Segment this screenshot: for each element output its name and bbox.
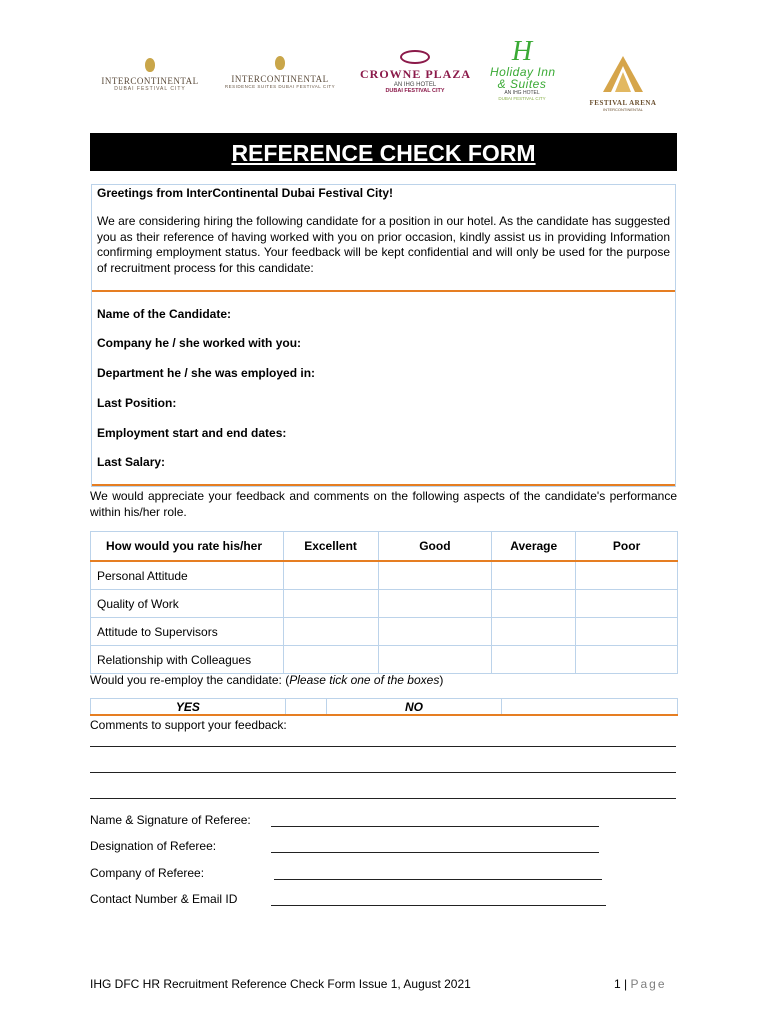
section-divider bbox=[92, 290, 675, 292]
rating-cell-average[interactable] bbox=[492, 561, 576, 590]
section-divider bbox=[92, 484, 675, 486]
field-employment-dates[interactable]: Employment start and end dates: bbox=[97, 426, 287, 440]
referee-designation-line[interactable] bbox=[271, 852, 599, 853]
crowne-ring-icon bbox=[400, 50, 430, 64]
rating-cell-excellent[interactable] bbox=[283, 618, 378, 646]
page-word: Page bbox=[630, 977, 667, 991]
referee-name-line[interactable] bbox=[271, 826, 599, 827]
greeting: Greetings from InterContinental Dubai Festival City! bbox=[97, 186, 394, 200]
form-title-bar bbox=[90, 133, 677, 171]
referee-contact-line[interactable] bbox=[271, 905, 606, 906]
field-department[interactable]: Department he / she was employed in: bbox=[97, 366, 316, 380]
field-last-position[interactable]: Last Position: bbox=[97, 396, 177, 410]
ic-flame-icon bbox=[145, 58, 155, 72]
rating-cell-poor[interactable] bbox=[576, 646, 678, 674]
referee-designation-label: Designation of Referee: bbox=[90, 839, 217, 853]
hi-logo-sub: AN IHG HOTEL bbox=[504, 90, 540, 96]
rating-header: How would you rate his/her bbox=[91, 532, 284, 562]
fa-logo-sub: INTERCONTINENTAL bbox=[603, 107, 643, 112]
rating-table bbox=[90, 531, 678, 674]
fa-logo-name: FESTIVAL ARENA bbox=[589, 99, 657, 107]
rating-criterion: Personal Attitude bbox=[91, 561, 284, 590]
reemploy-close: ) bbox=[439, 673, 444, 687]
page-separator: | bbox=[620, 977, 631, 991]
no-checkbox[interactable] bbox=[502, 699, 678, 716]
field-company[interactable]: Company he / she worked with you: bbox=[97, 336, 302, 350]
no-label: NO bbox=[326, 699, 502, 716]
page-number bbox=[614, 977, 667, 991]
form-title: REFERENCE CHECK FORM bbox=[231, 140, 536, 166]
intro-paragraph: We are considering hiring the following candidate for a position in our hotel. As the candidate has suggested you as their reference of having worked with you on prior occasion, kindly assist us in providing Information confirming employment status. Your feedback will be kept confidential and will only be used for the purpose of recruitment process for this candidate: bbox=[97, 214, 670, 275]
table-row bbox=[91, 561, 678, 590]
rating-header: Good bbox=[378, 532, 492, 562]
referee-name-label: Name & Signature of Referee: bbox=[90, 813, 251, 827]
comments-line-3[interactable] bbox=[90, 798, 676, 799]
rating-cell-average[interactable] bbox=[492, 618, 576, 646]
reemploy-question bbox=[90, 673, 443, 687]
rating-cell-good[interactable] bbox=[378, 561, 492, 590]
rating-cell-excellent[interactable] bbox=[283, 561, 378, 590]
ic-logo-name: INTERCONTINENTAL bbox=[101, 76, 199, 86]
reemploy-table bbox=[90, 698, 678, 716]
reemploy-question-text: Would you re-employ the candidate: ( bbox=[90, 673, 290, 687]
cp-logo-sub: AN IHG HOTEL bbox=[393, 82, 437, 88]
cp-logo-name: CROWNE PLAZA bbox=[360, 67, 472, 81]
referee-company-line[interactable] bbox=[274, 879, 602, 880]
icr-logo-name: INTERCONTINENTAL bbox=[231, 74, 329, 84]
hi-logo-name2: & Suites bbox=[497, 77, 547, 91]
yes-label: YES bbox=[91, 699, 286, 716]
field-last-salary[interactable]: Last Salary: bbox=[97, 455, 166, 469]
rating-header: Average bbox=[492, 532, 576, 562]
festival-arena-logo bbox=[586, 54, 660, 112]
rating-criterion: Attitude to Supervisors bbox=[91, 618, 284, 646]
feedback-intro: We would appreciate your feedback and comments on the following aspects of the candidate's performance within his/her role. bbox=[90, 489, 677, 519]
cp-logo-sub2: DUBAI FESTIVAL CITY bbox=[385, 88, 445, 94]
rating-header: Poor bbox=[576, 532, 678, 562]
rating-cell-good[interactable] bbox=[378, 590, 492, 618]
table-row bbox=[91, 590, 678, 618]
rating-cell-average[interactable] bbox=[492, 590, 576, 618]
comments-line-2[interactable] bbox=[90, 772, 676, 773]
referee-company-label: Company of Referee: bbox=[90, 866, 205, 880]
table-row bbox=[91, 646, 678, 674]
rating-cell-good[interactable] bbox=[378, 646, 492, 674]
intercontinental-dfc-logo bbox=[97, 58, 203, 92]
reemploy-row bbox=[91, 699, 678, 716]
rating-cell-excellent[interactable] bbox=[283, 590, 378, 618]
page-number-value: 1 bbox=[614, 977, 621, 991]
holiday-inn-logo bbox=[490, 38, 554, 101]
field-candidate-name[interactable]: Name of the Candidate: bbox=[97, 307, 232, 321]
comments-line-1[interactable] bbox=[90, 746, 676, 747]
rating-cell-excellent[interactable] bbox=[283, 646, 378, 674]
holiday-inn-h-icon: H bbox=[511, 36, 533, 67]
yes-checkbox[interactable] bbox=[285, 699, 326, 716]
hi-logo-sub2: DUBAI FESTIVAL CITY bbox=[498, 96, 546, 101]
rating-header-row bbox=[91, 532, 678, 562]
rating-cell-poor[interactable] bbox=[576, 561, 678, 590]
intercontinental-residence-logo bbox=[218, 56, 342, 89]
rating-cell-poor[interactable] bbox=[576, 590, 678, 618]
rating-criterion: Relationship with Colleagues bbox=[91, 646, 284, 674]
reemploy-hint: Please tick one of the boxes bbox=[289, 673, 440, 687]
footer-text: IHG DFC HR Recruitment Reference Check Form Issue 1, August 2021 bbox=[90, 977, 471, 991]
rating-header: Excellent bbox=[283, 532, 378, 562]
crowne-plaza-logo bbox=[360, 50, 470, 94]
rating-criterion: Quality of Work bbox=[91, 590, 284, 618]
icr-logo-sub: RESIDENCE SUITES DUBAI FESTIVAL CITY bbox=[224, 84, 336, 89]
referee-contact-label: Contact Number & Email ID bbox=[90, 892, 238, 906]
comments-label: Comments to support your feedback: bbox=[90, 718, 287, 732]
rating-cell-good[interactable] bbox=[378, 618, 492, 646]
rating-cell-average[interactable] bbox=[492, 646, 576, 674]
rating-cell-poor[interactable] bbox=[576, 618, 678, 646]
festival-arena-mark-icon bbox=[601, 54, 645, 94]
ic-flame-icon bbox=[275, 56, 285, 70]
hi-logo-name1: Holiday Inn bbox=[490, 65, 556, 79]
table-row bbox=[91, 618, 678, 646]
ic-logo-sub: DUBAI FESTIVAL CITY bbox=[114, 86, 186, 92]
